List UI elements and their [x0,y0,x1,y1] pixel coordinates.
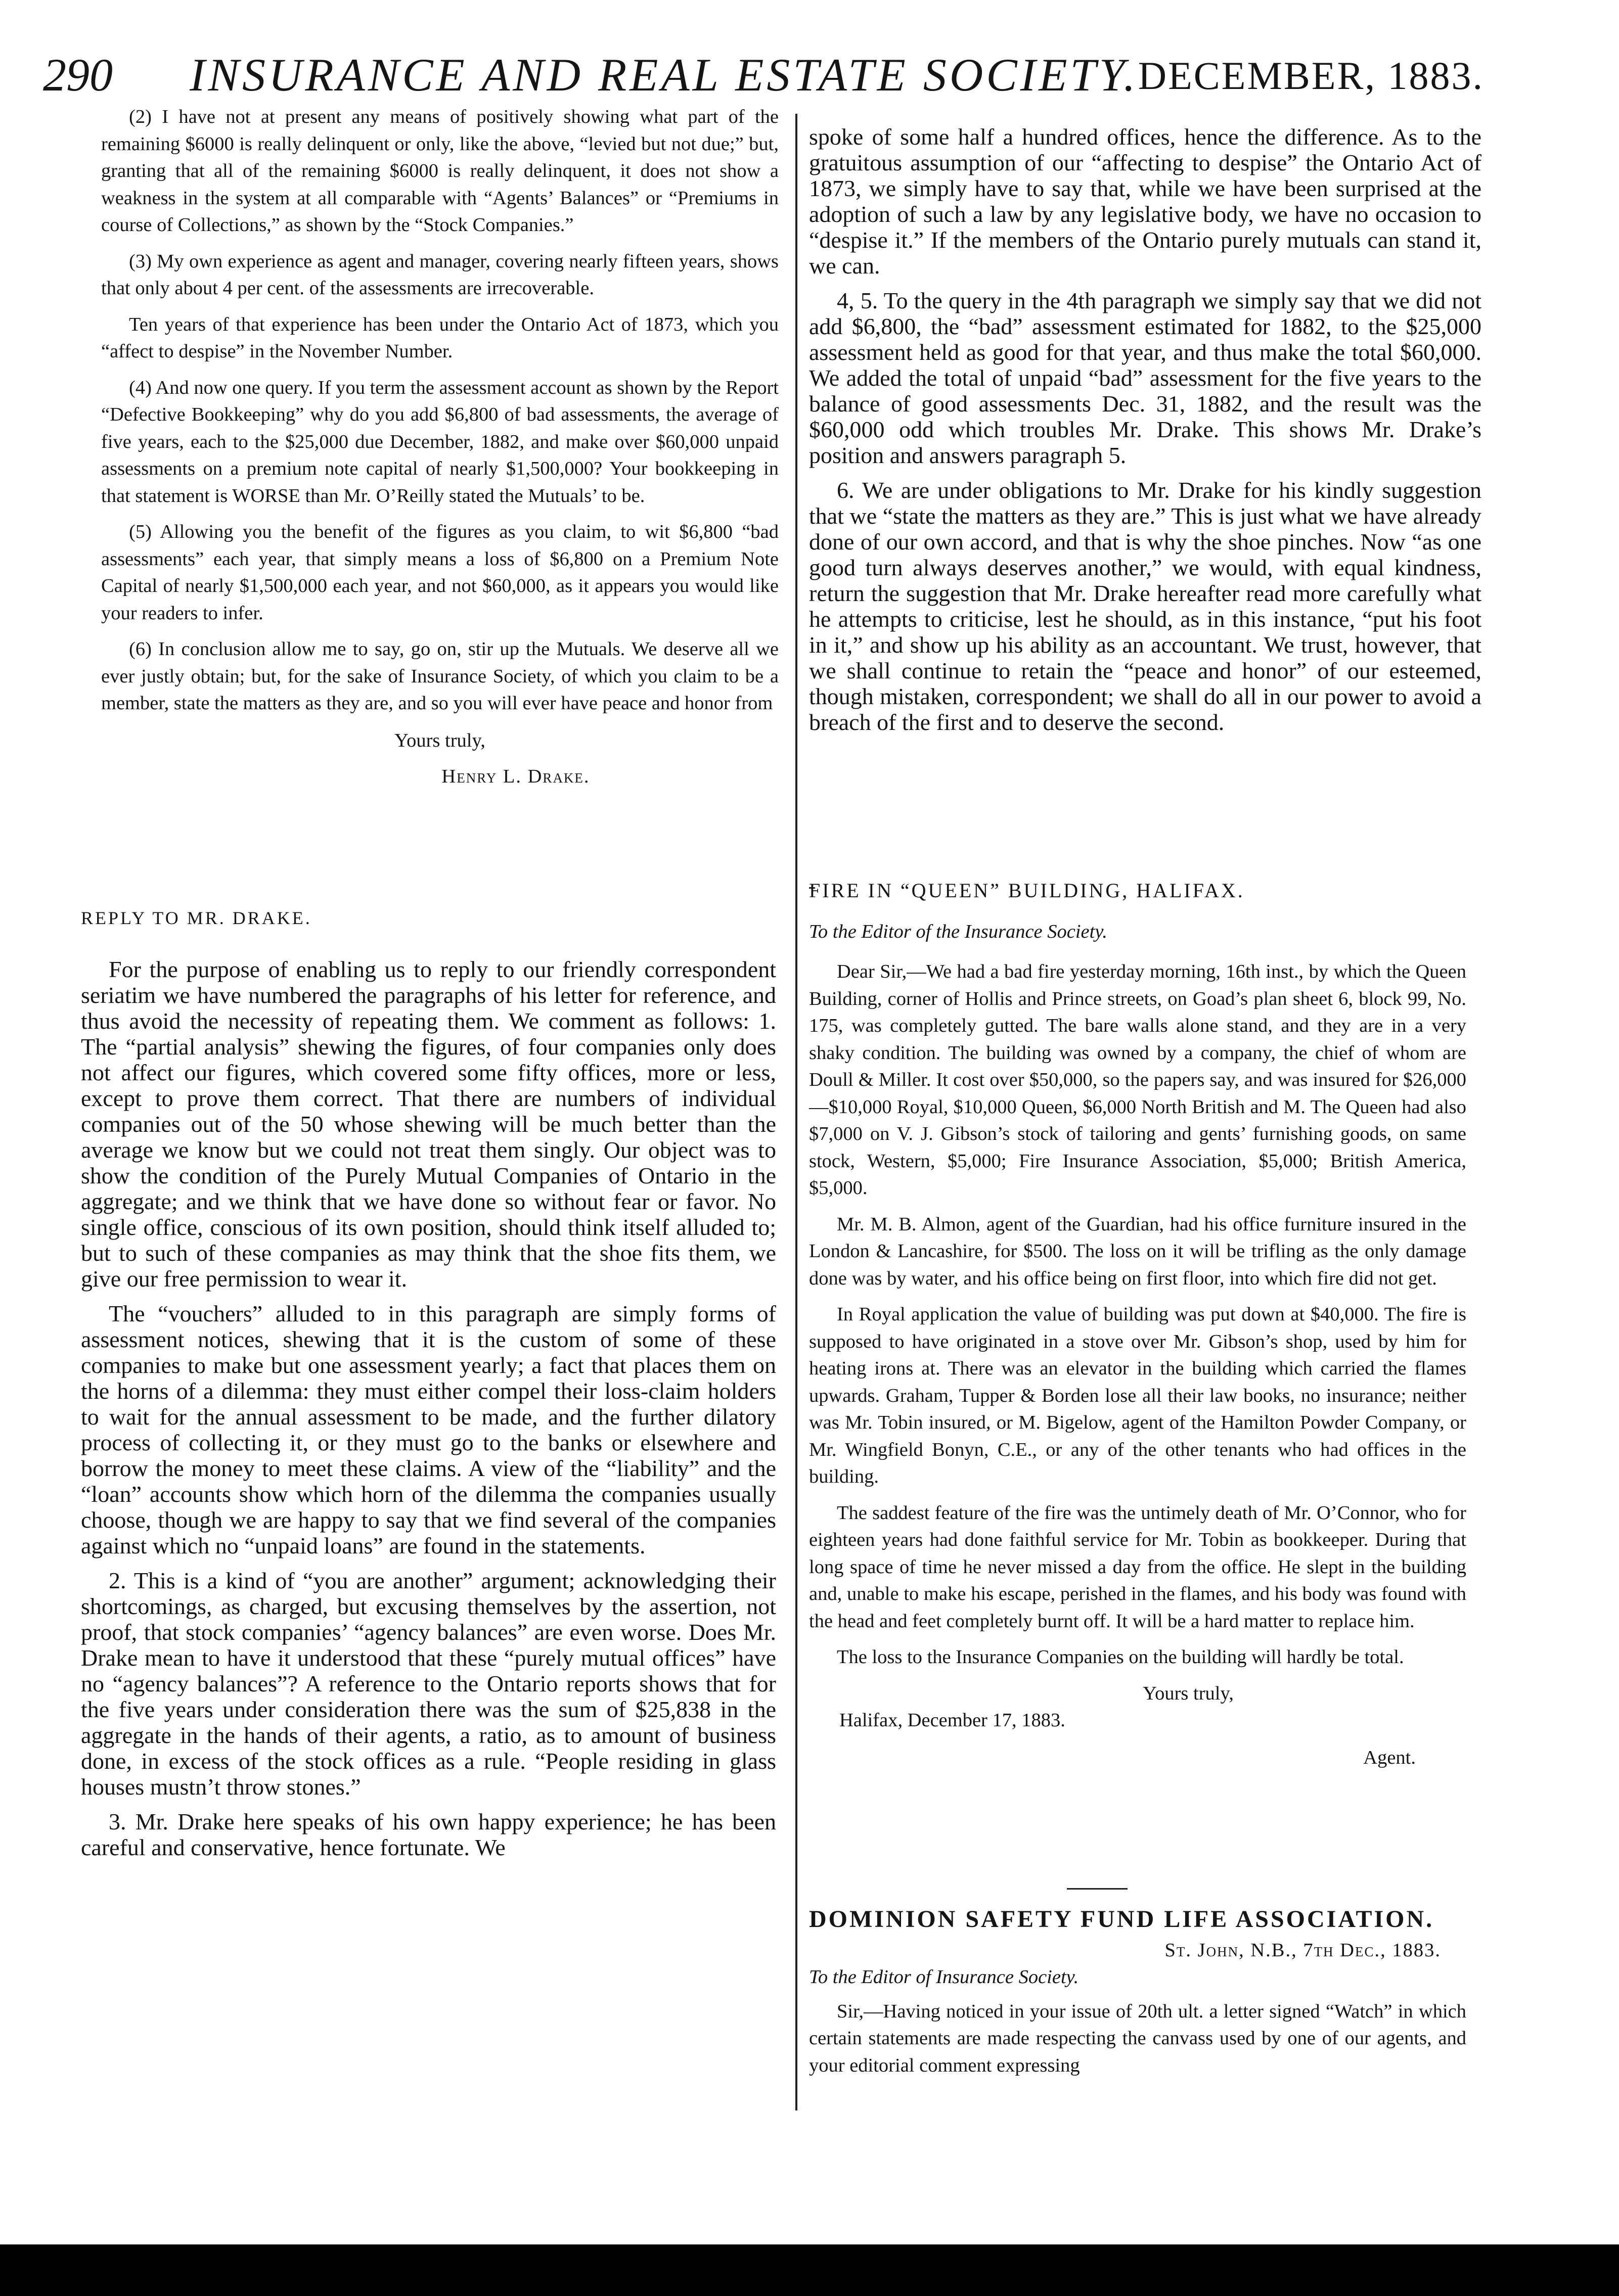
letter-paragraph-3: (3) My own experience as agent and manager, covering nearly fifteen years, shows that only about 4 per cent. of the assessments are irrecoverable. [101,250,779,299]
dominion-to-editor: To the Editor of Insurance Society. [809,1966,1079,1988]
letter-paragraph-5: (5) Allowing you the benefit of the figures as you claim, to wit $6,800 “bad assessments” each year, that simply means a loss of $6,800 on a Premium Note Capital of nearly $1,500,000 each year, and not $60,000, as it appears you would like your readers to infer. [101,521,779,624]
scan-edge [0,2244,1619,2296]
fire-paragraph-3: In Royal application the value of building was put down at $40,000. The fire is supposed to have originated in a stove over Mr. Gibson’s shop, used by him for heating irons at. There was an elevator in the building which carried the flames upwards. Graham, Tupper & Borden lose all their law books, no insurance; neither was Mr. Tobin insured, or M. Bigelow, agent of the Hamilton Powder Company, or Mr. Wingfield Bonyn, C.E., or any of the other tenants who had offices in the building. [809,1304,1466,1487]
letter-paragraph-2: (2) I have not at present any means of positively showing what part of the remaining $6000 is really delinquent or only, like the above, “levied but not due;” but, granting that all of the remaining $6000 is really delinquent, it does not show a weakness in the system at all comparable with “Agents’ Balances” or “Premiums in course of Collections,” as shown by the “Stock Companies.” [101,106,779,236]
dominion-paragraph-1: Sir,—Having noticed in your issue of 20th ult. a letter signed “Watch” in which certain statements are made respecting the canvass used by one of our agents, and your editorial comment expressing [809,2000,1466,2076]
fire-paragraph-1: Dear Sir,—We had a bad fire yesterday morning, 16th inst., by which the Queen Building, corner of Hollis and Prince streets, on Goad’s plan sheet 6, block 99, No. 175, was completely gutted. The bare walls alone stand, and they are in a very shaky condition. The building was owned by a company, the chief of whom are Doull & Miller. It cost over $50,000, so the papers say, and was insured for $26,000—$10,000 Royal, $10,000 Queen, $6,000 North British and M. The Queen had also $7,000 on V. J. Gibson’s stock of tailoring and gents’ furnishing goods, on same stock, Western, $5,000; Fire Insurance Association, $5,000; British America, $5,000. [809,961,1466,1199]
dominion-dateline: St. John, N.B., 7th Dec., 1883. [1164,1939,1441,1961]
reply-continued-paragraph: spoke of some half a hundred offices, hence the difference. As to the gratuitous assumption of our “affecting to despise” the Ontario Act of 1873, we simply have to say that, while we have been surprised at the adoption of such a law by any legislative body, we have no occasion to “despise it.” If the members of the Ontario purely mutuals can stand it, we can. [809,124,1481,279]
reply-paragraph-3: 2. This is a kind of “you are another” argument; acknowledging their shortcomings, as charged, but excusing themselves by the assertion, not proof, that stock companies’ “agency balances” are even worse. Does Mr. Drake mean to have it understood that these “purely mutual offices” have no “agency balances”? A reference to the Ontario reports shows that for the five years under consideration there was the sum of $25,838 in the aggregate in the hands of their agents, a ratio, as to amount of business done, in excess of the stock offices as a rule. “People residing in glass houses mustn’t throw stones.” [81,1568,776,1800]
fire-place-date: Halifax, December 17, 1883. [839,1710,1065,1731]
fire-article [809,877,1466,1780]
section-rule-short [1067,1888,1128,1890]
page-number: 290 [43,49,113,101]
reply-paragraph-1: For the purpose of enabling us to reply to our friendly correspondent seriatim we have numbered the paragraphs of his letter for reference, and thus avoid the necessity of repeating them. We comment as follows: 1. The “partial analysis” shewing the figures, of four companies only does not affect our figures, which covered some fifty offices, more or less, except to prove them correct. That there are numbers of individual companies out of the 50 whose shewing will be much better than the average we know but we could not treat them singly. Our object was to show the condition of the Purely Mutual Companies of Ontario in the aggregate; and we think that we have done so without fear or favor. No single office, conscious of its own position, should think itself alluded to; but to such of these companies as may think that the shoe fits them, we give our free permission to wear it. [81,956,776,1292]
dominion-article [809,1906,1466,2088]
fire-to-editor: To the Editor of the Insurance Society. [809,921,1107,942]
reply-section [81,907,776,1869]
reply-paragraph-6: 6. We are under obligations to Mr. Drake for his kindly suggestion that we “state the matters as they are.” This is just what we have already done of our own accord, and that is why the shoe pinches. Now “as one good turn always deserves another,” we would, with equal kindness, return the suggestion that Mr. Drake hereafter read more carefully what he attempts to criticise, lest he should, as in this instance, “put his foot in it,” and show up his ability as an accountant. We trust, however, that we shall continue to retain the “peace and honor” of our esteemed, though mistaken, correspondent; we shall do all in our power to avoid a breach of the first and to deserve the second. [809,477,1481,735]
letter-paragraph-4: (4) And now one query. If you term the assessment account as shown by the Report “Defective Bookkeeping” why do you add $6,800 of bad assessments, the average of five years, each to the $25,000 due December, 1882, and make over $60,000 unpaid assessments on a premium note capital of nearly $1,500,000? Your bookkeeping in that statement is WORSE than Mr. O’Reilly stated the Mutuals’ to be. [101,377,779,507]
reply-paragraph-2: The “vouchers” alluded to in this paragraph are simply forms of assessment notices, shewing that it is the custom of some of these companies to make but one assessment yearly; a fact that places them on the horns of a dilemma: they must either compel their loss-claim holders to wait for the annual assessment to be made, and the further dilatory process of collecting it, or they must go to the banks or elsewhere and borrow the money to meet these claims. A view of the “liability” and the “loan” accounts show which horn of the dilemma the companies usually choose, though we are happy to say that we find several of the companies against which no “unpaid loans” are found in the statements. [81,1301,776,1558]
fire-heading: FIRE IN “QUEEN” BUILDING, HALIFAX. [809,879,1245,902]
drake-letter [101,104,779,800]
reply-heading: REPLY TO MR. DRAKE. [81,908,312,928]
letter-paragraph-3b: Ten years of that experience has been under the Ontario Act of 1873, which you “affect to despise” in the November Number. [101,313,779,362]
fire-closing: Yours truly, [1143,1682,1234,1704]
fire-paragraph-2: Mr. M. B. Almon, agent of the Guardian, had his office furniture insured in the London & Lancashire, for $500. The loss on it will be trifling as the only damage done was by water, and his office being on first floor, into which fire did not get. [809,1213,1466,1289]
letter-signature: Henry L. Drake. [441,766,590,787]
issue-date: DECEMBER, 1883. [1138,54,1484,98]
publication-title: INSURANCE AND REAL ESTATE SOCIETY. [190,49,1139,101]
fire-paragraph-5: The loss to the Insurance Companies on the building will hardly be total. [837,1646,1404,1668]
column-divider [795,114,797,2110]
reply-continuation [809,124,1481,744]
reply-paragraph-4: 3. Mr. Drake here speaks of his own happy experience; he has been careful and conservative, hence fortunate. We [81,1809,776,1860]
fire-signature: Agent. [1363,1747,1416,1768]
letter-paragraph-6: (6) In conclusion allow me to say, go on, stir up the Mutuals. We deserve all we ever justly obtain; but, for the sake of Insurance Society, of which you claim to be a member, state the matters as they are, and so you will ever have peace and honor from [101,638,779,714]
reply-paragraph-4-5: 4, 5. To the query in the 4th paragraph we simply say that we did not add $6,800, the “bad” assessment estimated for 1882, to the $25,000 assessment held as good for that year, and thus make the total $60,000. We added the total of unpaid “bad” assessment for the five years to the balance of good assessments Dec. 31, 1882, and the result was the $60,000 odd which troubles Mr. Drake. This shows Mr. Drake’s position and answers paragraph 5. [809,288,1481,468]
fire-paragraph-4: The saddest feature of the fire was the untimely death of Mr. O’Connor, who for eighteen years had done faithful service for Mr. Tobin as bookkeeper. During that long space of time he never missed a day from the office. He slept in the building and, unable to make his escape, perished in the flames, and his body was found with the head and feet completely burnt off. It will be a hard matter to replace him. [809,1502,1466,1632]
dominion-heading: DOMINION SAFETY FUND LIFE ASSOCIATION. [809,1906,1434,1933]
letter-closing: Yours truly, [394,729,485,751]
